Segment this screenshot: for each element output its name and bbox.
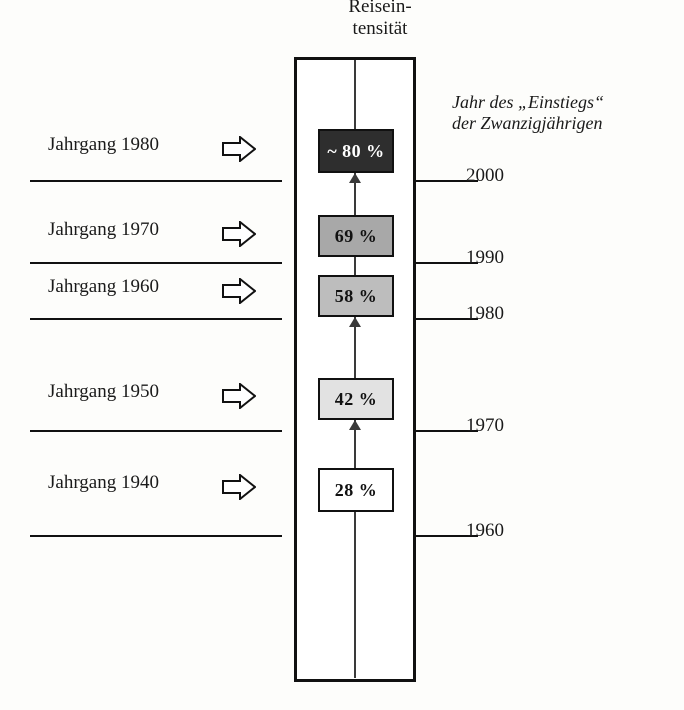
block-arrow-right-icon [222, 136, 256, 162]
chart-title [290, 0, 470, 40]
right-axis-heading-line-2: der Zwanzigjährigen [452, 113, 603, 133]
value-box-1980: ~ 80 % [318, 129, 394, 173]
block-arrow-right-icon [222, 383, 256, 409]
block-arrow-right-icon [222, 474, 256, 500]
leader-line-1980 [30, 180, 282, 182]
chart-title-line-2: tensität [352, 18, 408, 39]
arrow-up-icon-3 [354, 422, 356, 470]
block-arrow-right-icon [222, 278, 256, 304]
value-box-1970: 69 % [318, 215, 394, 257]
year-label-1970: 1970 [466, 415, 504, 436]
cohort-label-1970: Jahrgang 1970 [48, 219, 159, 240]
value-box-1950: 42 % [318, 378, 394, 420]
cohort-label-1980: Jahrgang 1980 [48, 134, 159, 155]
leader-line-1940 [30, 535, 282, 537]
year-label-1980: 1980 [466, 303, 504, 324]
leader-line-1950 [30, 430, 282, 432]
arrow-up-icon-1 [354, 175, 356, 215]
right-axis-heading [452, 92, 604, 134]
year-label-2000: 2000 [466, 165, 504, 186]
right-axis-heading-line-1: Jahr des „Einstiegs“ [452, 92, 605, 112]
leader-line-1970 [30, 262, 282, 264]
value-box-1940: 28 % [318, 468, 394, 512]
arrow-up-icon-2 [354, 319, 356, 377]
year-label-1990: 1990 [466, 247, 504, 268]
cohort-label-1960: Jahrgang 1960 [48, 276, 159, 297]
block-arrow-right-icon [222, 221, 256, 247]
leader-line-1960 [30, 318, 282, 320]
year-label-1960: 1960 [466, 520, 504, 541]
chart-title-line-1: Reisein- [348, 0, 412, 17]
cohort-label-1950: Jahrgang 1950 [48, 381, 159, 402]
cohort-label-1940: Jahrgang 1940 [48, 472, 159, 493]
value-box-1960: 58 % [318, 275, 394, 317]
